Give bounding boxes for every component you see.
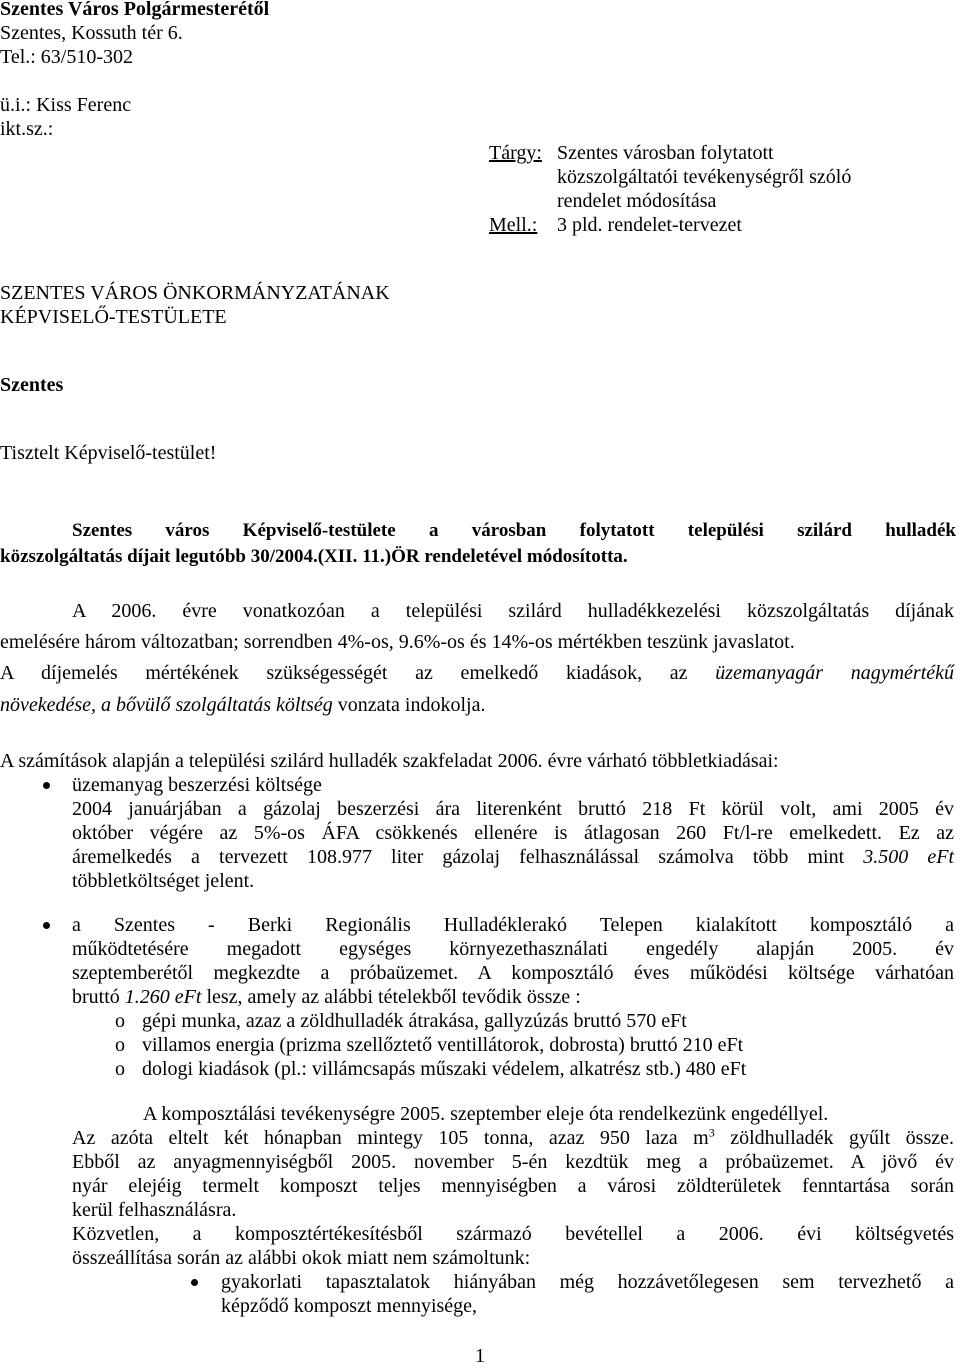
subject-line-1: Szentes városban folytatott xyxy=(557,142,774,164)
sender-name: Szentes Város Polgármesterétől xyxy=(0,0,270,20)
sender-phone: Tel.: 63/510-302 xyxy=(0,46,134,68)
sub-item-3-marker: o xyxy=(115,1058,125,1080)
page-number: 1 xyxy=(475,1345,485,1367)
para1-line-4-italic: növekedése, a bővülő szolgáltatás költség xyxy=(0,694,333,716)
bullet-1-title: üzemanyag beszerzési költsége xyxy=(72,774,322,796)
para1-line-3 xyxy=(0,661,954,685)
sub-item-1-marker: o xyxy=(115,1010,125,1032)
bullet-3-line-2: képződő komposzt mennyisége, xyxy=(221,1295,478,1317)
addressee-line-2: KÉPVISELŐ-TESTÜLETE xyxy=(0,306,227,328)
addressee-line-1: SZENTES VÁROS ÖNKORMÁNYZATÁNAK xyxy=(0,282,390,304)
filing-number: ikt.sz.: xyxy=(0,118,54,140)
bullet-1-line-3-italic: 3.500 eFt xyxy=(863,846,954,868)
bullet-2-line-4-text-a: bruttó xyxy=(72,986,125,1008)
cubic-superscript: 3 xyxy=(708,1125,715,1140)
subject-line-2: közszolgáltatói tevékenységről szóló xyxy=(557,166,852,188)
para1-line-3-text: A díjemelés mértékének szükségességét az emelkedő kiadások, az xyxy=(0,662,716,684)
para1-line-4 xyxy=(0,693,485,717)
bullet-3-line-1: gyakorlati tapasztalatok hiányában még hozzávetőlegesen sem tervezhető a xyxy=(221,1271,954,1293)
para3-line-5: kerül felhasználásra. xyxy=(72,1199,237,1221)
bullet-2-line-3: szeptemberétől megkezdte a próbaüzemet. A komposztáló éves működési költsége várhatóan xyxy=(72,962,954,984)
bullet-1-line-4: többletköltséget jelent. xyxy=(72,870,255,892)
bullet-1-line-1: 2004 januárjában a gázolaj beszerzési ára literenként bruttó 218 Ft körül volt, ami 2005 év xyxy=(72,798,954,820)
bullet-2-line-2: működtetésére megadott egységes környezethasználati engedély alapján 2005. év xyxy=(72,938,954,960)
intro-line-2: közszolgáltatás díjait legutóbb 30/2004.(XII. 11.)ÖR rendeletével módosította. xyxy=(0,546,628,567)
para3-line-1: A komposztálási tevékenységre 2005. szeptember eleje óta rendelkezünk engedéllyel. xyxy=(143,1103,829,1125)
sub-item-1: gépi munka, azaz a zöldhulladék átrakása, gallyzúzás bruttó 570 eFt xyxy=(142,1010,687,1032)
para3-line-3: Ebből az anyagmennyiségből 2005. november 5-én kezdtük meg a próbaüzemet. A jövő év xyxy=(72,1151,954,1173)
bullet-1-line-2: október végére az 5%-os ÁFA csökkenés ellenére is átlagosan 260 Ft/l-re emelkedett. Ez az xyxy=(72,822,954,844)
bullet-2-line-4 xyxy=(72,985,581,1009)
bullet-2-marker xyxy=(43,922,50,929)
para3-line-7: összeállítása során az alábbi okok miatt nem számoltunk: xyxy=(72,1247,531,1269)
bullet-2-line-4-italic: 1.260 eFt xyxy=(124,986,202,1008)
para3-line-2-text-a: Az azóta eltelt két hónapban mintegy 105 tonna, azaz 950 laza m xyxy=(72,1127,709,1149)
case-officer: ü.i.: Kiss Ferenc xyxy=(0,94,132,116)
subject-line-3: rendelet módosítása xyxy=(557,190,717,212)
para3-line-4: nyár elejéig termelt komposzt teljes mennyiségben a városi zöldterületek fenntartása során xyxy=(72,1175,954,1197)
sub-item-2-marker: o xyxy=(115,1034,125,1056)
para1-line-2: emelésére három változatban; sorrendben 4%-os, 9.6%-os és 14%-os mértékben teszünk javaslatot. xyxy=(0,631,795,653)
para1-line-1: A 2006. évre vonatkozóan a települési szilárd hulladékkezelési közszolgáltatás díjának xyxy=(72,600,954,622)
para1-line-4-text: vonzata indokolja. xyxy=(332,694,486,716)
intro-line-1: Szentes város Képviselő-testülete a városban folytatott települési szilárd hulladék xyxy=(72,520,956,541)
para3-line-2 xyxy=(72,1126,954,1150)
sender-address: Szentes, Kossuth tér 6. xyxy=(0,22,183,44)
addressee-city: Szentes xyxy=(0,374,64,396)
attachment-value: 3 pld. rendelet-tervezet xyxy=(557,214,742,236)
bullet-1-line-3 xyxy=(72,845,954,869)
salutation: Tisztelt Képviselő-testület! xyxy=(0,442,217,464)
bullet-3-marker xyxy=(191,1279,198,1286)
bullet-2-line-1: a Szentes - Berki Regionális Hulladéklerakó Telepen kialakított komposztáló a xyxy=(72,914,954,936)
bullet-2-line-4-text-c: lesz, amely az alábbi tételekből tevődik össze : xyxy=(201,986,581,1008)
para3-line-2-text-b: zöldhulladék gyűlt össze. xyxy=(714,1127,954,1149)
sub-item-2: villamos energia (prizma szellőztető ventillátorok, dobrosta) bruttó 210 eFt xyxy=(142,1034,744,1056)
para3-line-6: Közvetlen, a komposztértékesítésből származó bevétellel a 2006. évi költségvetés xyxy=(72,1223,954,1245)
para2-line-1: A számítások alapján a települési szilárd hulladék szakfeladat 2006. évre várható többletkiadásai: xyxy=(0,750,779,772)
subject-label: Tárgy: xyxy=(489,142,542,164)
bullet-1-line-3-text: áremelkedés a tervezett 108.977 liter gázolaj felhasználással számolva több mint xyxy=(72,846,864,868)
para1-line-3-italic: üzemanyagár nagymértékű xyxy=(715,662,954,684)
bullet-1-marker xyxy=(43,782,50,789)
sub-item-3: dologi kiadások (pl.: villámcsapás műszaki védelem, alkatrész stb.) 480 eFt xyxy=(142,1058,747,1080)
attachment-label: Mell.: xyxy=(489,214,538,236)
